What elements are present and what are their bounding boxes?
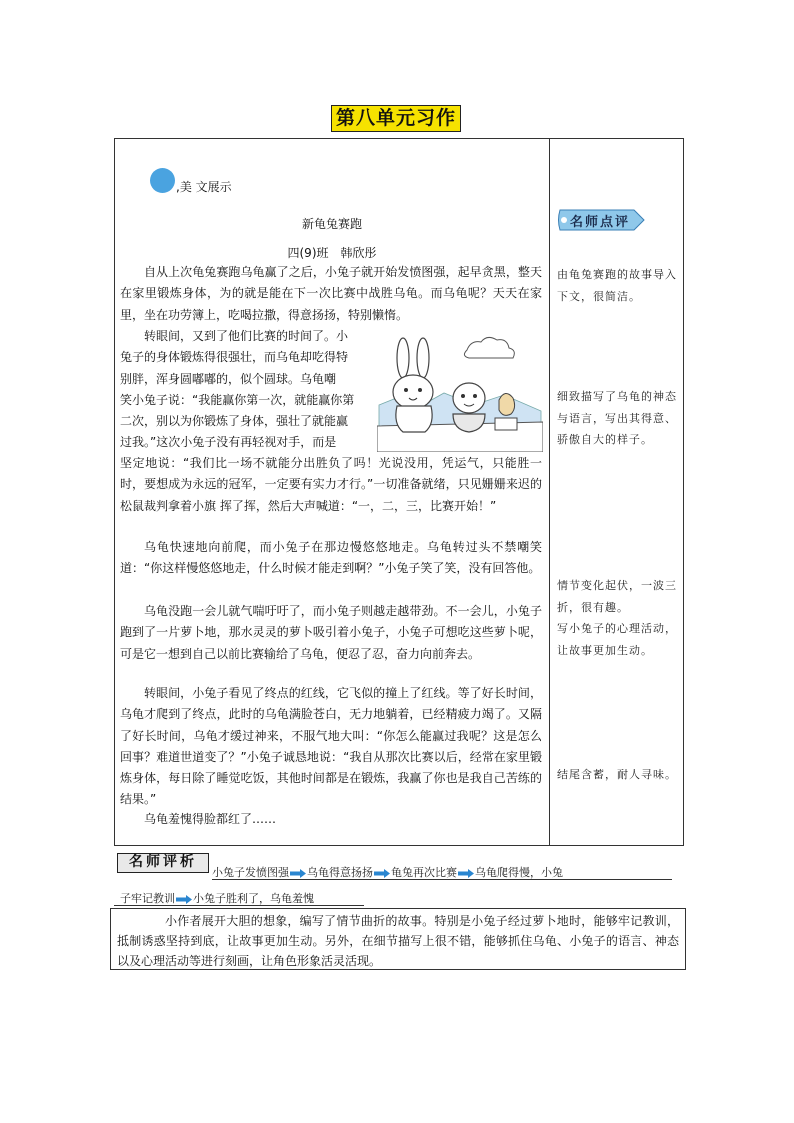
arrow-right-icon [374, 869, 390, 878]
essay-paragraph-2-line: 转眼间，又到了他们比赛的时间了。小 [144, 329, 349, 343]
section-circle-icon [150, 168, 175, 193]
essay-paragraph-5: 转眼间，小兔子看见了终点的红线，它飞似的撞上了红线。等了好长时间，乌龟才爬到了终点，此时的乌龟满脸苍白，无力地躺着，已经精疲力竭了。又隔了好长时间，乌龟才缓过神来，不服气地大叫：“你怎么能赢过我呢？这是怎么回事？难道世道变了？”小兔子诚恳地说：“我自从那次比赛以后，经常在家里锻炼身体，每日除了睡觉吃饭，其他时间都是在锻炼，我赢了你也是我自己苦练的结果。” [120, 686, 542, 807]
review-badge-label: 名师点评 [570, 215, 631, 230]
analysis-summary: 小作者展开大胆的想象，编写了情节曲折的故事。特别是小兔子经过萝卜地时，能够牢记教训，抵制诱惑坚持到底，让故事更加生动。另外，在细节描写上很不错，能够抓住乌龟、小兔子的语言、神态以及心理活动等进行刻画，让角色形象活灵活现。 [117, 914, 679, 968]
essay-paragraph-1: 自从上次龟兔赛跑乌龟赢了之后，小兔子就开始发愤图强，起早贪黑，整天在家里锻炼身体，为的就是能在下一次比赛中战胜乌龟。而乌龟呢？天天在家里，坐在功劳簿上，吃喝拉撒，得意扬扬，特别懒惰。 [120, 265, 542, 322]
arrow-right-icon [176, 895, 192, 904]
essay-paragraph-3: 乌龟快速地向前爬，而小兔子在那边慢悠悠地走。乌龟转过头不禁嘲笑道：“你这样慢悠悠地走，什么时候才能走到啊？”小兔子笑了笑，没有回答他。 [120, 540, 542, 576]
flow-step: 子牢记教训 [120, 892, 175, 905]
essay-author: 四(9)班 韩欣彤 [287, 246, 377, 260]
essay-paragraph-2-wrap [120, 326, 370, 454]
essay-title: 新龟兔赛跑 [301, 217, 362, 231]
flow-step: 龟兔再次比赛 [391, 866, 457, 879]
essay-paragraph-2-rest: 坚定地说：“我们比一场不就能分出胜负了吗！光说没用，凭运气，只能胜一时，要想成为永远的冠军，一定要有实力才行。”一切准备就绪，只见姗姗来迟的松鼠裁判拿着小旗 挥了挥，然后大声喊道：“一，二，三，比赛开始！” [120, 456, 542, 513]
comment-2: 细致描写了乌龟的神态与语言，写出其得意、骄傲自大的样子。 [557, 390, 677, 446]
page-title: 第八单元习作 [331, 105, 461, 132]
flow-step: 乌龟爬得慢，小兔 [475, 866, 563, 879]
analysis-flow-line-2 [120, 890, 314, 906]
review-badge [556, 208, 648, 232]
essay-paragraph-2-line: 别胖，浑身圆嘟嘟的，似个圆球。乌龟嘲 [120, 371, 337, 386]
essay-paragraph-4: 乌龟没跑一会儿就气喘吁吁了，而小兔子则越走越带劲。不一会儿，小兔子跑到了一片萝卜地，那水灵灵的萝卜吸引着小兔子，小兔子可想吃这些萝卜呢，可是它一想到自己以前比赛输给了乌龟，便忍了忍，奋力向前奔去。 [120, 604, 542, 661]
section-label: ,美 文展示 [176, 180, 232, 194]
flow-underline-1 [212, 879, 672, 880]
flow-step: 小兔子发愤图强 [212, 866, 289, 879]
flow-underline-2 [114, 905, 364, 906]
comment-4: 写小兔子的心理活动，让故事更加生动。 [557, 622, 677, 657]
comment-3: 情节变化起伏，一波三折，很有趣。 [557, 579, 677, 614]
analysis-label: 名师评析 [117, 853, 209, 873]
analysis-summary-box [110, 908, 686, 970]
comment-5: 结尾含蓄，耐人寻味。 [557, 768, 677, 781]
flow-step: 小兔子胜利了，乌龟羞愧 [193, 892, 314, 905]
essay-paragraph-6: 乌龟羞愧得脸都红了…… [144, 812, 277, 826]
essay-paragraph-2-line: 二次，别以为你锻炼了身体，强壮了就能赢 [120, 414, 349, 429]
essay-paragraph-2-line: 笑小兔子说：“我能赢你第一次，就能赢你第 [120, 392, 355, 407]
flow-step: 乌龟得意扬扬 [307, 866, 373, 879]
arrow-right-icon [458, 869, 474, 878]
comment-1: 由龟兔赛跑的故事导入下文，很简洁。 [557, 268, 677, 303]
analysis-flow-line-1 [212, 864, 563, 880]
rabbit-tortoise-illustration [377, 330, 543, 452]
arrow-right-icon [290, 869, 306, 878]
essay-paragraph-2-line: 兔子的身体锻炼得很强壮，而乌龟却吃得特 [120, 350, 349, 365]
essay-paragraph-2-line: 过我。”这次小兔子没有再轻视对手，而是 [120, 435, 337, 450]
